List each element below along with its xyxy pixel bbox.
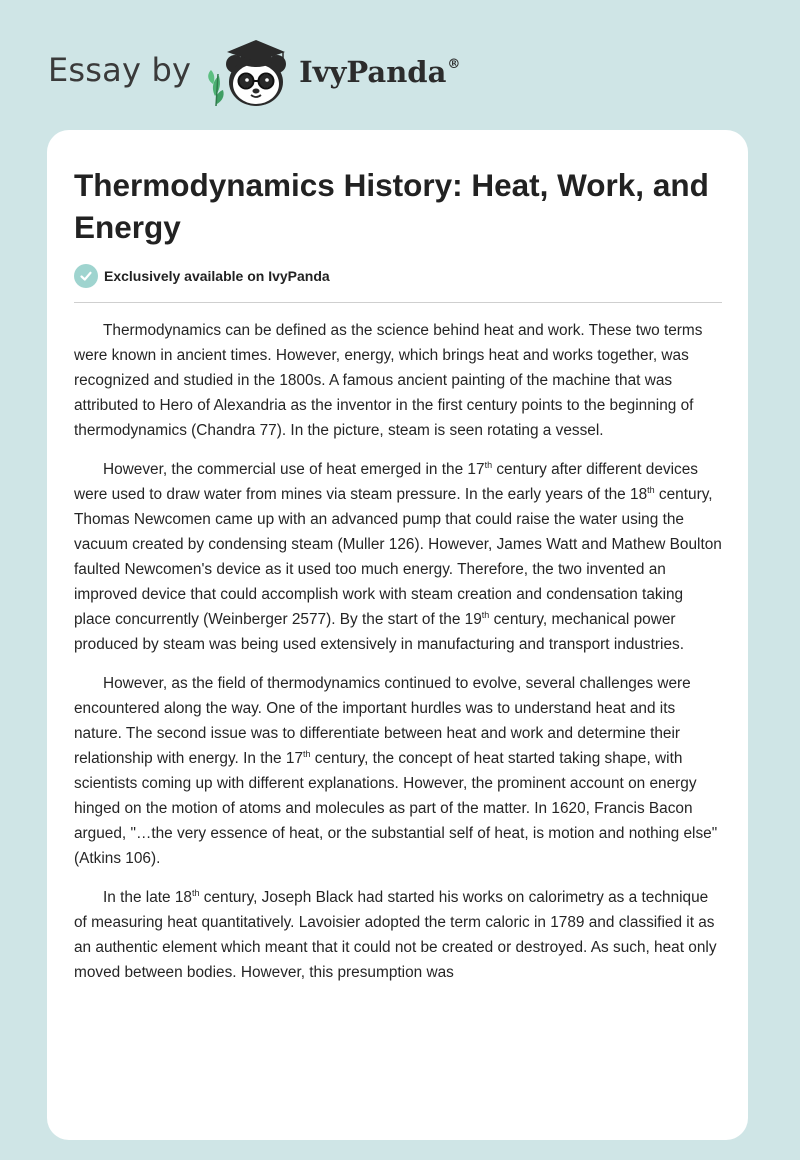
page-title: Thermodynamics History: Heat, Work, and Energy <box>74 167 709 245</box>
check-circle-icon <box>74 264 98 288</box>
paragraph <box>74 457 722 657</box>
paragraph-text: century, Joseph Black had started his works on calorimetry as a technique of measuring heat quantitatively. Lavoisier adopted the term caloric in 1789 and classified it as an authentic element which meant that it could not be created or destroyed. As such, heat only moved between bodies. However, this presumption was <box>74 889 717 981</box>
paragraph <box>74 885 722 985</box>
paragraph-text: century, mechanical power produced by steam was being used extensively in manufacturing and transport industries. <box>74 611 684 653</box>
paragraph-text: However, as the field of thermodynamics continued to evolve, several challenges were encountered along the way. One of the important hurdles was to understand heat and its nature. The second issue was to differentiate between heat and work and determine their relationship with energy. In the 17 <box>74 675 691 767</box>
ordinal-suffix: th <box>481 610 490 620</box>
ordinal-suffix: th <box>484 460 493 470</box>
brand-name: IvyPanda® <box>299 55 461 89</box>
essay-body <box>74 318 722 999</box>
paragraph-text: century, the concept of heat started taking shape, with scientists coming up with different explanations. However, the prominent account on energy hinged on the motion of atoms and molecules as part of the matter. In 1620, Francis Bacon argued, "…the very essence of heat, or the substantial self of heat, is motion and nothing else" (Atkins 106). <box>74 750 718 867</box>
ordinal-suffix: th <box>647 485 655 495</box>
badge-label: Exclusively available on IvyPanda <box>104 268 330 284</box>
divider <box>74 302 722 303</box>
paragraph-text: century after different devices were used to draw water from mines via steam pressure. In the early years of the 18 <box>74 461 698 503</box>
ordinal-suffix: th <box>192 888 200 898</box>
paragraph-text: Thermodynamics can be defined as the science behind heat and work. These two terms were known in ancient times. However, energy, which brings heat and works together, was recognized and studied in the 1800s. A famous ancient painting of the machine that was attributed to Hero of Alexandria as the inventor in the first century points to the beginning of thermodynamics (Chandra 77). In the picture, steam is seen rotating a vessel. <box>74 322 703 439</box>
panda-mascot-icon <box>205 34 295 110</box>
essay-card <box>47 130 748 1140</box>
paragraph <box>74 671 722 871</box>
ordinal-suffix: th <box>303 749 311 759</box>
paragraph-text: However, the commercial use of heat emerged in the 17 <box>103 461 485 478</box>
registered-mark: ® <box>447 57 461 72</box>
exclusive-badge <box>74 264 330 288</box>
paragraph-text: century, Thomas Newcomen came up with an advanced pump that could raise the water using the vacuum created by condensing steam (Muller 126). However, James Watt and Mathew Boulton faulted Newcomen's device as it used too much energy. Therefore, the two invented an improved device that could accomplish work with steam creation and condensation taking place concurrently (Weinberger 2577). By the start of the 19 <box>74 486 722 628</box>
brand-prefix: Essay by <box>48 51 192 89</box>
brand-logo[interactable] <box>48 34 460 110</box>
paragraph-text: In the late 18 <box>103 889 192 906</box>
paragraph <box>74 318 722 443</box>
